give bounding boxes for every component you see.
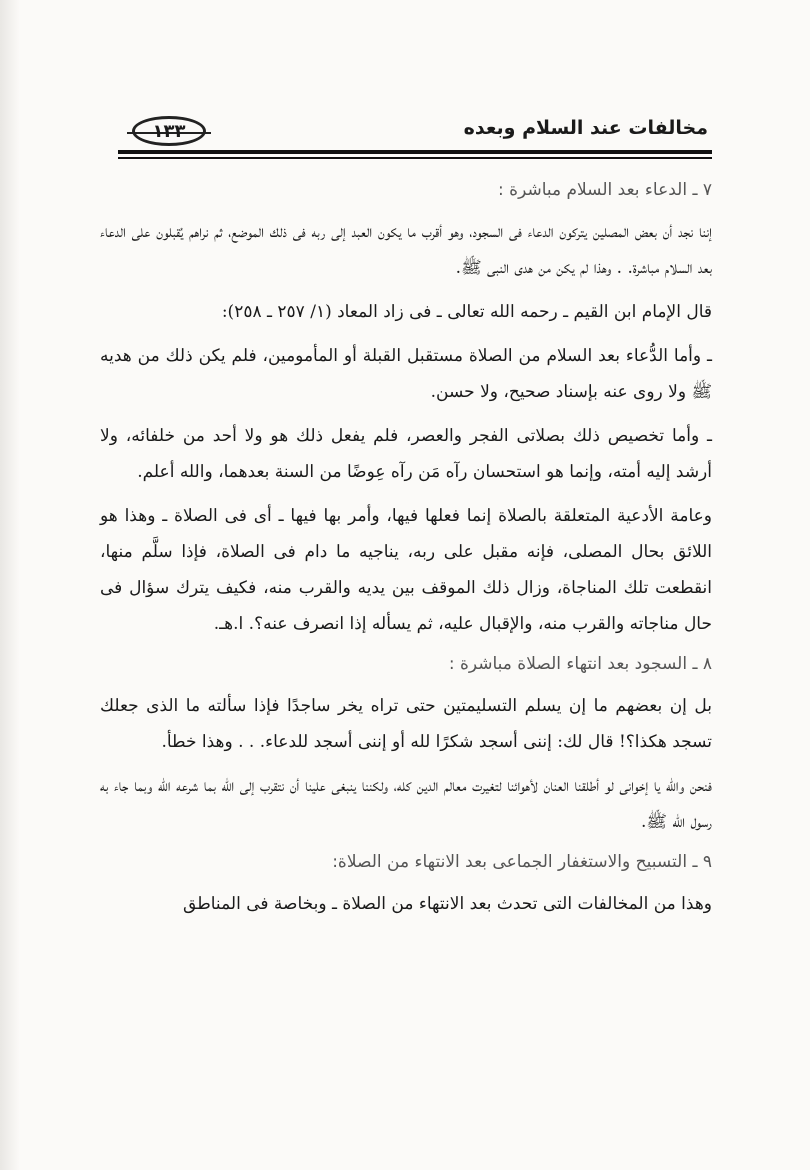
page-number-badge <box>132 116 206 146</box>
scan-edge <box>0 0 20 1170</box>
page-number: ١٣٣ <box>152 120 186 142</box>
paragraph: فنحن والله يا إخوانى لو أطلقنا العنان لأهوائنا لتغيرت معالم الدين كله، ولكننا ينبغى علينا أن نتقرب إلى الله بما شرعه الله وبما جاء به رسول الله ﷺ. <box>100 776 712 832</box>
running-title: مخالفات عند السلام وبعده <box>463 117 708 139</box>
body-text <box>100 170 712 930</box>
paragraph: بل إن بعضهم ما إن يسلم التسليمتين حتى تراه يخر ساجدًا فإذا سألته ما الذى جعلك تسجد هكذا؟! قال لك: إننى أسجد شكرًا لله أو إننى أسجد للدعاء. . . وهذا خطأ. <box>100 696 712 752</box>
page-header <box>118 113 712 153</box>
section-heading: ٩ ـ التسبيح والاستغفار الجماعى بعد الانتهاء من الصلاة: <box>332 852 712 872</box>
paragraph: وعامة الأدعية المتعلقة بالصلاة إنما فعلها فيها، وأمر بها فيها ـ أى فى الصلاة ـ وهذا هو اللائق بحال المصلى، فإنه مقبل على ربه، يناجيه ما دام فى الصلاة، فإذا سلَّم منها، انقطعت تلك المناجاة، وزال ذلك الموقف بين يديه والقرب منه، فكيف يترك سؤال فى حال مناجاته والقرب منه، والإقبال عليه، ثم يسأله إذا انصرف عنه؟. ا.هـ. <box>100 506 712 634</box>
header-rule-thin <box>118 157 712 159</box>
section-heading: ٧ ـ الدعاء بعد السلام مباشرة : <box>498 180 712 200</box>
paragraph: ـ وأما الدُّعاء بعد السلام من الصلاة مستقبل القبلة أو المأمومين، فلم يكن ذلك من هديه ﷺ ولا روى عنه بإسناد صحيح، ولا حسن. <box>100 346 712 402</box>
paragraph: ـ وأما تخصيص ذلك بصلاتى الفجر والعصر، فلم يفعل ذلك هو ولا أحد من خلفائه، ولا أرشد إليه أمته، وإنما هو استحسان رآه مَن رآه عِوضًا من السنة بعدهما، والله أعلم. <box>100 426 712 482</box>
section-heading: ٨ ـ السجود بعد انتهاء الصلاة مباشرة : <box>448 654 712 674</box>
paragraph: إننا نجد أن بعض المصلين يتركون الدعاء فى السجود، وهو أقرب ما يكون العبد إلى ربه فى ذلك الموضع، ثم نراهم يُقبلون على الدعاء بعد السلام مباشرة. . وهذا لم يكن من هدى النبى ﷺ. <box>100 222 712 278</box>
paragraph: قال الإمام ابن القيم ـ رحمه الله تعالى ـ فى زاد المعاد (١/ ٢٥٧ ـ ٢٥٨): <box>221 302 712 322</box>
paragraph: وهذا من المخالفات التى تحدث بعد الانتهاء من الصلاة ـ وبخاصة فى المناطق <box>183 894 712 914</box>
header-rule <box>118 150 712 154</box>
